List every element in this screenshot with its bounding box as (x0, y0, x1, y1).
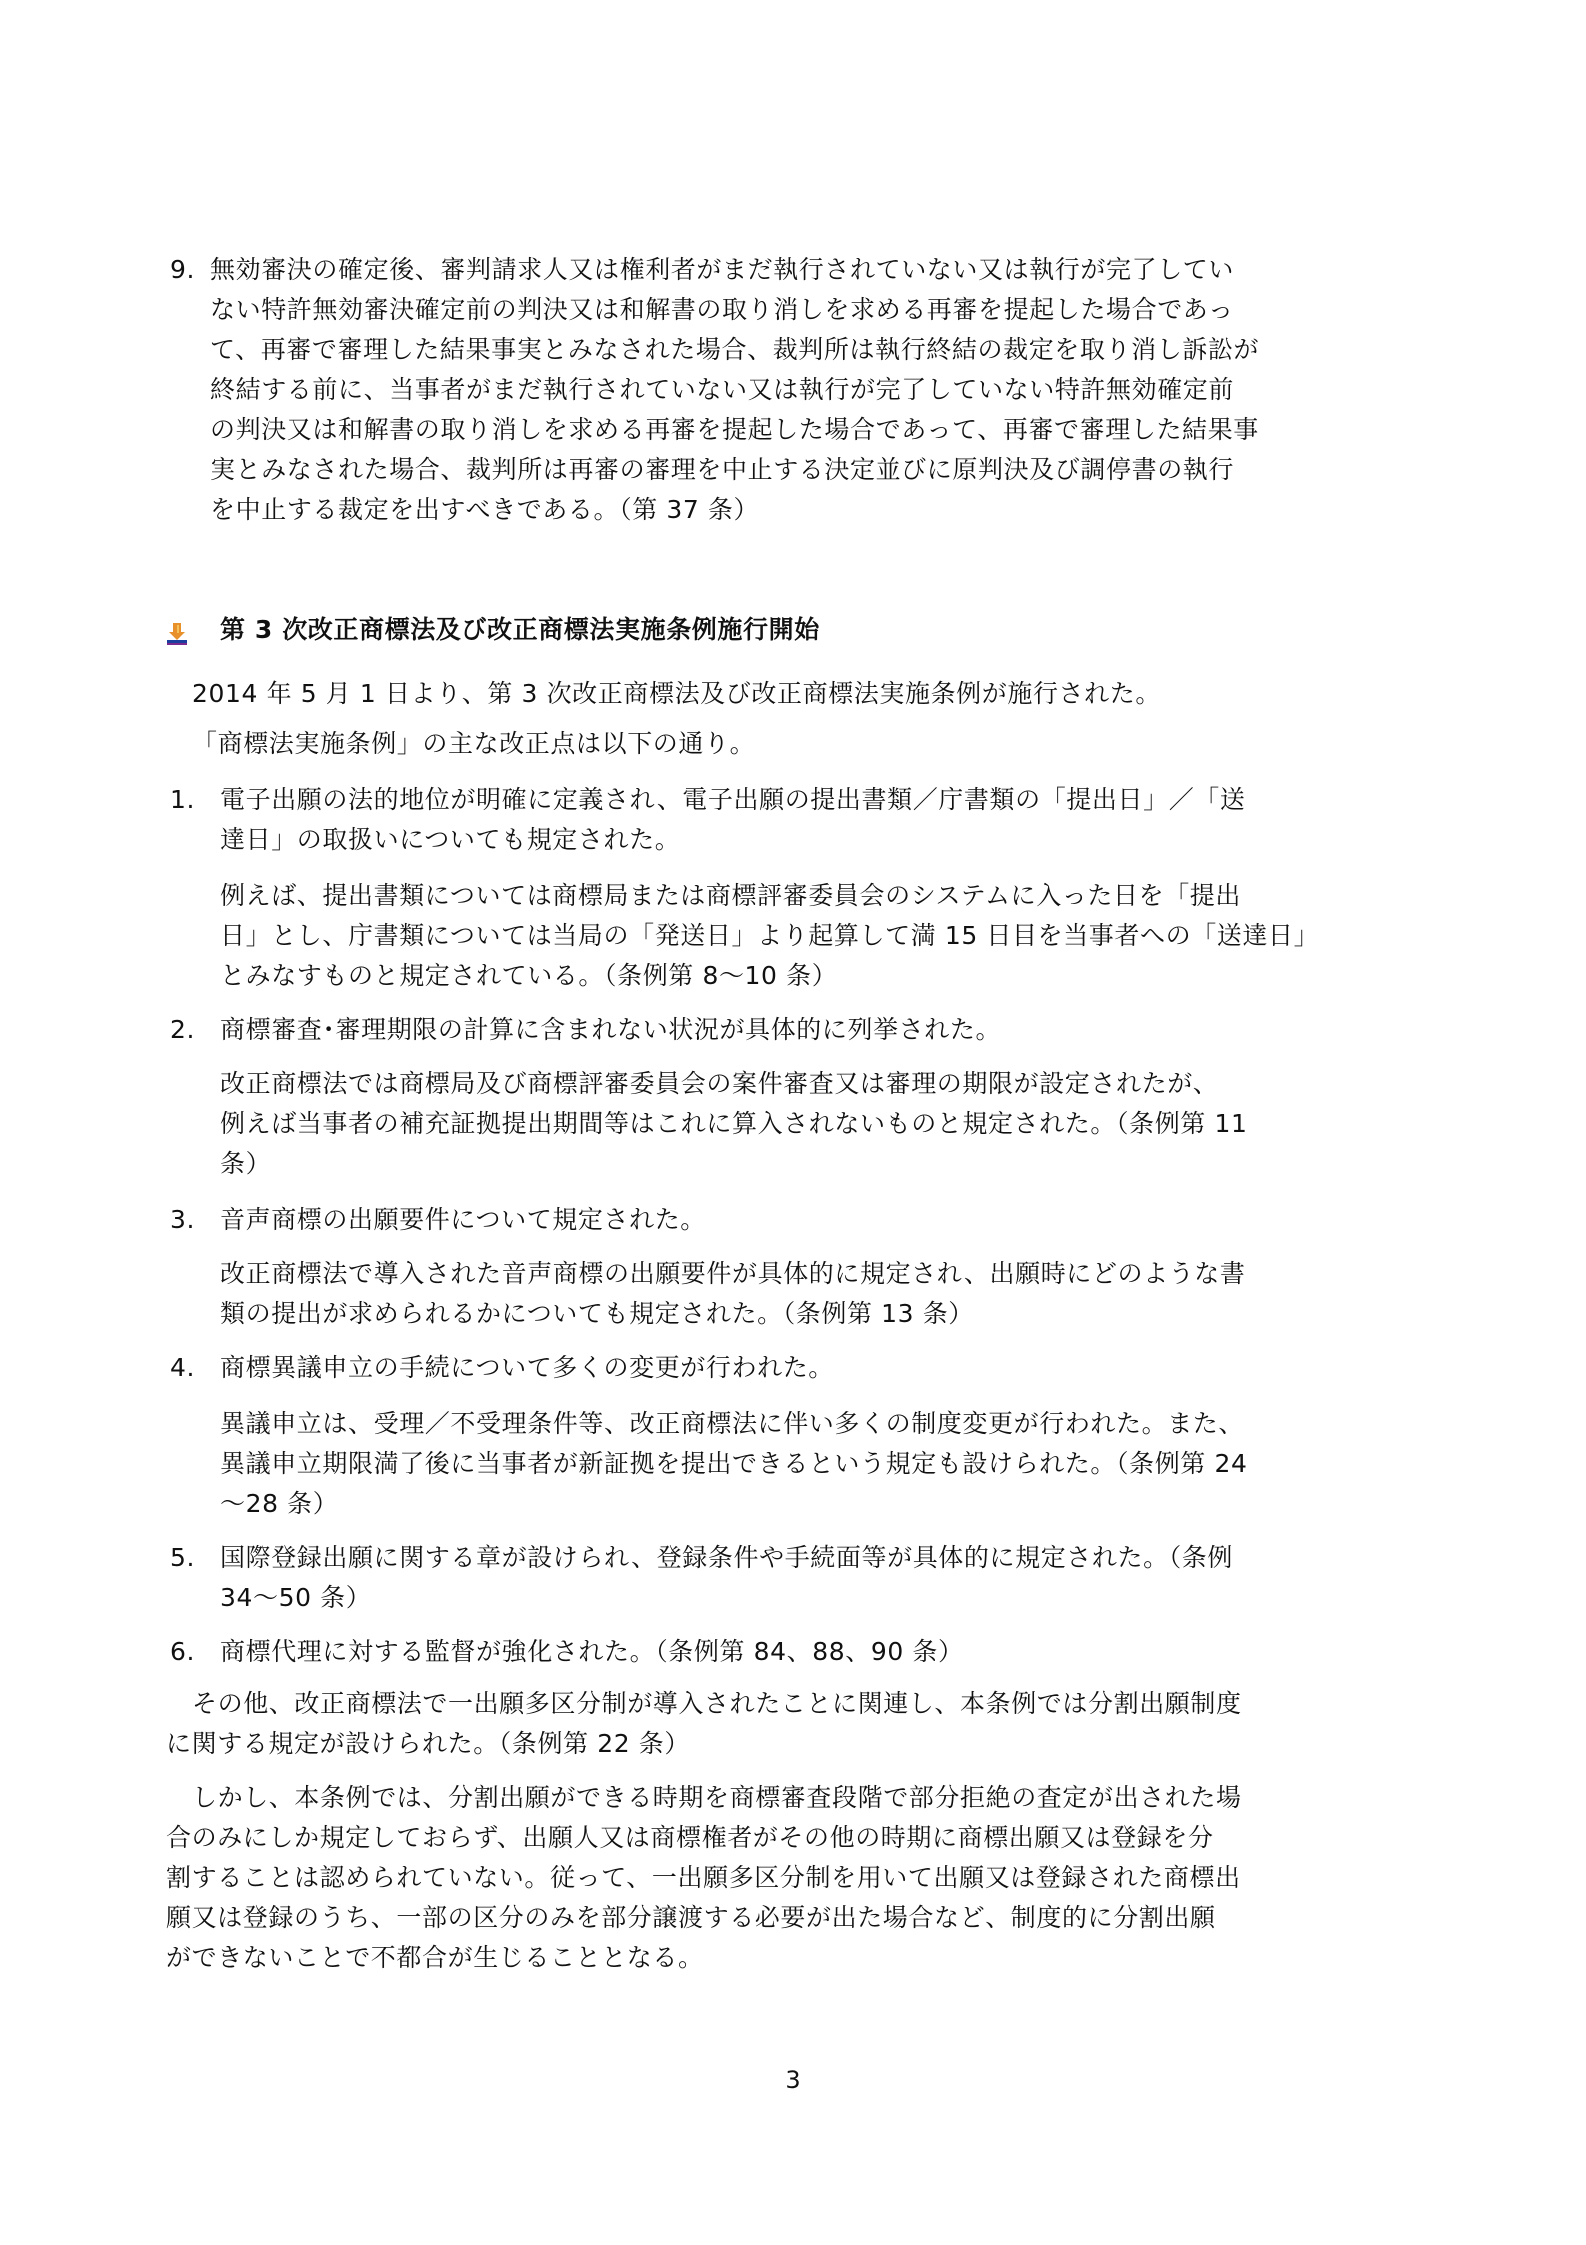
closing-1-line-1: その他、改正商標法で一出願多区分制が導入されたことに関連し、本条例では分割出願制度 (192, 1689, 1242, 1718)
point-1-number: 1. (170, 785, 196, 814)
closing-2-line-1: しかし、本条例では、分割出願ができる時期を商標審査段階で部分拒絶の査定が出された場 (192, 1783, 1242, 1812)
arrow-down-bullet-icon (163, 620, 191, 648)
point-6-line-1: 商標代理に対する監督が強化された。（条例第 84、88、90 条） (220, 1637, 964, 1666)
point-5-line-1: 国際登録出願に関する章が設けられ、登録条件や手続面等が具体的に規定された。（条例 (220, 1543, 1234, 1572)
page-number: 3 (785, 2066, 801, 2094)
point-1-detail-3: とみなすものと規定されている。（条例第 8～10 条） (220, 961, 838, 990)
section-intro-2: 「商標法実施条例」の主な改正点は以下の通り。 (192, 729, 756, 758)
section-intro-1: 2014 年 5 月 1 日より、第 3 次改正商標法及び改正商標法実施条例が施行された。 (192, 679, 1161, 708)
point-1-line-2: 達日」の取扱いについても規定された。 (220, 825, 681, 854)
point-2-detail-2: 例えば当事者の補充証拠提出期間等はこれに算入されないものと規定された。（条例第 11 (220, 1109, 1248, 1138)
point-3-line-1: 音声商標の出願要件について規定された。 (220, 1205, 706, 1234)
item-9-line-6: 実とみなされた場合、裁判所は再審の審理を中止する決定並びに原判決及び調停書の執行 (210, 455, 1235, 484)
closing-2-line-4: 願又は登録のうち、一部の区分のみを部分譲渡する必要が出た場合など、制度的に分割出願 (166, 1903, 1216, 1932)
item-9-line-7: を中止する裁定を出すべきである。（第 37 条） (210, 495, 760, 524)
point-1-detail-2: 日」とし、庁書類については当局の「発送日」より起算して満 15 日目を当事者への「送達日」 (220, 921, 1320, 950)
item-9-line-4: 終結する前に、当事者がまだ執行されていない又は執行が完了していない特許無効確定前 (210, 375, 1235, 404)
item-9-line-5: の判決又は和解書の取り消しを求める再審を提起した場合であって、再審で審理した結果事 (210, 415, 1259, 444)
point-3-number: 3. (170, 1205, 196, 1234)
item-9-line-1: 無効審決の確定後、審判請求人又は権利者がまだ執行されていない又は執行が完了してい (210, 255, 1235, 284)
section-heading: 第 3 次改正商標法及び改正商標法実施条例施行開始 (220, 615, 820, 644)
point-4-detail-2: 異議申立期限満了後に当事者が新証拠を提出できるという規定も設けられた。（条例第 24 (220, 1449, 1248, 1478)
point-5-line-2: 34～50 条） (220, 1583, 372, 1612)
item-9-line-2: ない特許無効審決確定前の判決又は和解書の取り消しを求める再審を提起した場合であっ (210, 295, 1234, 324)
point-4-detail-1: 異議申立は、受理／不受理条件等、改正商標法に伴い多くの制度変更が行われた。また、 (220, 1409, 1245, 1438)
point-2-detail-1: 改正商標法では商標局及び商標評審委員会の案件審査又は審理の期限が設定されたが、 (220, 1069, 1219, 1098)
point-5-number: 5. (170, 1543, 196, 1572)
point-2-line-1: 商標審査･審理期限の計算に含まれない状況が具体的に列挙された。 (220, 1015, 1002, 1044)
point-2-number: 2. (170, 1015, 196, 1044)
item-9-number: 9. (170, 255, 196, 284)
point-3-detail-1: 改正商標法で導入された音声商標の出願要件が具体的に規定され、出願時にどのような書 (220, 1259, 1246, 1288)
point-2-detail-3: 条） (220, 1149, 272, 1178)
closing-2-line-5: ができないことで不都合が生じることとなる。 (166, 1943, 704, 1972)
point-4-number: 4. (170, 1353, 196, 1382)
item-9-line-3: て、再審で審理した結果事実とみなされた場合、裁判所は執行終結の裁定を取り消し訴訟が (210, 335, 1260, 364)
point-4-detail-3: ～28 条） (220, 1489, 339, 1518)
closing-2-line-2: 合のみにしか規定しておらず、出願人又は商標権者がその他の時期に商標出願又は登録を分 (166, 1823, 1214, 1852)
point-3-detail-2: 類の提出が求められるかについても規定された。（条例第 13 条） (220, 1299, 974, 1328)
point-4-line-1: 商標異議申立の手続について多くの変更が行われた。 (220, 1353, 834, 1382)
closing-2-line-3: 割することは認められていない。従って、一出願多区分制を用いて出願又は登録された商標出 (166, 1863, 1241, 1892)
point-6-number: 6. (170, 1637, 196, 1666)
closing-1-line-2: に関する規定が設けられた。（条例第 22 条） (166, 1729, 691, 1758)
point-1-detail-1: 例えば、提出書類については商標局または商標評審委員会のシステムに入った日を「提出 (220, 881, 1242, 910)
point-1-line-1: 電子出願の法的地位が明確に定義され、電子出願の提出書類／庁書類の「提出日」／「送 (220, 785, 1246, 814)
